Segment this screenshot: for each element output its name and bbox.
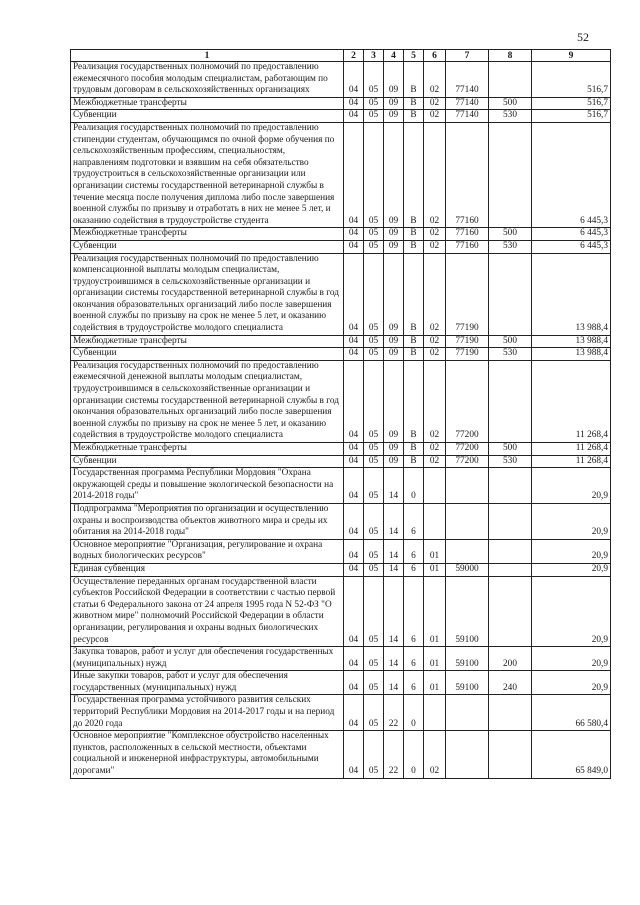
code-col-7: 77140 (446, 110, 489, 123)
code-col-7: 77160 (446, 228, 489, 241)
code-col-2: 04 (344, 348, 364, 361)
code-col-8 (489, 563, 532, 576)
code-col-8: 500 (489, 228, 532, 241)
code-col-7: 77160 (446, 240, 489, 253)
code-col-4: 09 (384, 228, 404, 241)
code-col-8 (489, 539, 532, 563)
code-col-3: 05 (364, 360, 384, 442)
table-row (71, 671, 611, 695)
code-col-7: 77190 (446, 335, 489, 348)
code-col-3: 05 (364, 695, 384, 731)
code-col-6: 02 (424, 97, 446, 110)
row-name: Реализация государственных полномочий по предоставлению ежемесячной денежной выплаты молодым специалистам, трудоустроившимся в сельскохозяйственные организации и организации системы государственной ветеринарной службы в год окончания образовательных организаций либо после завершения военной службы по призыву на срок не менее 5 лет, и оказанию содействия в трудоустройстве молодого специалиста (71, 360, 344, 442)
code-col-3: 05 (364, 468, 384, 504)
row-name: Государственная программа Республики Мордовия "Охрана окружающей среды и повышение экологической безопасности на 2014-2018 годы" (71, 468, 344, 504)
table-body (71, 62, 611, 779)
code-col-5: 6 (404, 503, 424, 539)
code-col-4: 14 (384, 671, 404, 695)
code-col-5: 0 (404, 731, 424, 778)
row-name: Реализация государственных полномочий по предоставлению компенсационной выплаты молодым специалистам, трудоустроившимся в сельскохозяйственные организации и организации системы государственной ветеринарной службы в год окончания образовательных организаций либо после завершения военной службы по призыву на срок не менее 5 лет, и оказанию содействия в трудоустройстве молодого специалиста (71, 253, 344, 335)
code-col-5: В (404, 253, 424, 335)
code-col-2: 04 (344, 110, 364, 123)
code-col-6 (424, 695, 446, 731)
code-col-2: 04 (344, 695, 364, 731)
row-name: Межбюджетные трансферты (71, 335, 344, 348)
code-col-2: 04 (344, 731, 364, 778)
table-row (71, 647, 611, 671)
code-col-7 (446, 695, 489, 731)
code-col-7 (446, 468, 489, 504)
budget-table (70, 49, 611, 779)
code-col-8 (489, 468, 532, 504)
code-col-7: 77140 (446, 62, 489, 98)
row-name: Государственная программа устойчивого развития сельских территорий Республики Мордовия на 2014-2017 годы и на период до 2020 года (71, 695, 344, 731)
code-col-8 (489, 576, 532, 647)
page-number: 52 (577, 30, 589, 44)
header-cell: 1 (71, 50, 344, 62)
row-name: Реализация государственных полномочий по предоставлению ежемесячного пособия молодым специалистам, работающим по трудовым договорам в сельскохозяйственных организациях (71, 62, 344, 98)
code-col-3: 05 (364, 62, 384, 98)
code-col-6: 02 (424, 228, 446, 241)
code-col-3: 05 (364, 503, 384, 539)
code-col-2: 04 (344, 97, 364, 110)
code-col-7: 59100 (446, 671, 489, 695)
row-amount: 20,9 (532, 576, 611, 647)
code-col-8 (489, 360, 532, 442)
code-col-5: В (404, 455, 424, 468)
code-col-7 (446, 731, 489, 778)
table-row (71, 468, 611, 504)
code-col-8: 500 (489, 335, 532, 348)
code-col-2: 04 (344, 671, 364, 695)
code-col-8: 240 (489, 671, 532, 695)
code-col-5: В (404, 110, 424, 123)
header-cell: 6 (424, 50, 446, 62)
code-col-4: 14 (384, 576, 404, 647)
code-col-3: 05 (364, 122, 384, 227)
code-col-7: 59000 (446, 563, 489, 576)
row-amount: 11 268,4 (532, 360, 611, 442)
code-col-8 (489, 122, 532, 227)
row-amount: 20,9 (532, 671, 611, 695)
code-col-4: 22 (384, 731, 404, 778)
row-amount: 13 988,4 (532, 253, 611, 335)
code-col-4: 09 (384, 97, 404, 110)
code-col-2: 04 (344, 360, 364, 442)
code-col-8: 500 (489, 97, 532, 110)
row-name: Подпрограмма "Мероприятия по организации и осуществлению охраны и воспроизводства объектов животного мира и среды их обитания на 2014-2018 годы" (71, 503, 344, 539)
code-col-3: 05 (364, 455, 384, 468)
row-name: Основное мероприятие "Организация, регулирование и охрана водных биологических ресурсов" (71, 539, 344, 563)
code-col-2: 04 (344, 563, 364, 576)
table-row (71, 576, 611, 647)
code-col-8: 530 (489, 240, 532, 253)
code-col-3: 05 (364, 253, 384, 335)
table-row (71, 731, 611, 778)
header-cell: 8 (489, 50, 532, 62)
code-col-5: 6 (404, 539, 424, 563)
code-col-6 (424, 503, 446, 539)
table-row (71, 335, 611, 348)
code-col-6: 02 (424, 62, 446, 98)
code-col-7 (446, 539, 489, 563)
row-name: Осуществление переданных органам государственной власти субъектов Российской Федерации в соответствии с частью первой статьи 6 Федерального закона от 24 апреля 1995 года N 52-ФЗ "О животном мире" полномочий Российской Федерации в области организации, регулирования и охраны водных биологических ресурсов (71, 576, 344, 647)
row-amount: 11 268,4 (532, 455, 611, 468)
code-col-2: 04 (344, 539, 364, 563)
code-col-5: В (404, 335, 424, 348)
row-amount: 20,9 (532, 468, 611, 504)
row-amount: 6 445,3 (532, 122, 611, 227)
row-amount: 20,9 (532, 539, 611, 563)
header-cell: 5 (404, 50, 424, 62)
code-col-2: 04 (344, 122, 364, 227)
row-amount: 516,7 (532, 97, 611, 110)
row-amount: 6 445,3 (532, 240, 611, 253)
code-col-2: 04 (344, 240, 364, 253)
row-amount: 20,9 (532, 563, 611, 576)
code-col-5: В (404, 443, 424, 456)
table-row (71, 360, 611, 442)
code-col-3: 05 (364, 228, 384, 241)
code-col-4: 09 (384, 110, 404, 123)
row-name: Закупка товаров, работ и услуг для обеспечения государственных (муниципальных) нужд (71, 647, 344, 671)
code-col-5: 6 (404, 647, 424, 671)
code-col-6: 01 (424, 539, 446, 563)
code-col-2: 04 (344, 576, 364, 647)
code-col-8 (489, 695, 532, 731)
row-amount: 13 988,4 (532, 348, 611, 361)
code-col-5: 0 (404, 695, 424, 731)
code-col-7: 77200 (446, 360, 489, 442)
code-col-5: 6 (404, 563, 424, 576)
table-row (71, 443, 611, 456)
code-col-4: 14 (384, 503, 404, 539)
code-col-4: 09 (384, 253, 404, 335)
code-col-6: 02 (424, 335, 446, 348)
row-amount: 20,9 (532, 503, 611, 539)
code-col-6: 02 (424, 443, 446, 456)
code-col-3: 05 (364, 671, 384, 695)
row-name: Иные закупки товаров, работ и услуг для обеспечения государственных (муниципальных) нужд (71, 671, 344, 695)
code-col-6: 01 (424, 576, 446, 647)
row-name: Субвенции (71, 240, 344, 253)
code-col-8 (489, 62, 532, 98)
table-row (71, 228, 611, 241)
code-col-5: 0 (404, 468, 424, 504)
code-col-3: 05 (364, 443, 384, 456)
row-amount: 13 988,4 (532, 335, 611, 348)
code-col-3: 05 (364, 110, 384, 123)
code-col-6: 02 (424, 348, 446, 361)
row-name: Межбюджетные трансферты (71, 443, 344, 456)
code-col-8 (489, 503, 532, 539)
table-row (71, 110, 611, 123)
code-col-3: 05 (364, 647, 384, 671)
code-col-6: 02 (424, 360, 446, 442)
table-row (71, 348, 611, 361)
code-col-8 (489, 731, 532, 778)
code-col-7 (446, 503, 489, 539)
code-col-5: В (404, 97, 424, 110)
code-col-7: 77140 (446, 97, 489, 110)
table-row (71, 563, 611, 576)
code-col-8: 500 (489, 443, 532, 456)
table-row (71, 97, 611, 110)
table-row (71, 503, 611, 539)
row-amount: 516,7 (532, 110, 611, 123)
code-col-3: 05 (364, 576, 384, 647)
row-name: Субвенции (71, 110, 344, 123)
code-col-7: 59100 (446, 576, 489, 647)
code-col-4: 09 (384, 335, 404, 348)
code-col-2: 04 (344, 503, 364, 539)
code-col-4: 14 (384, 647, 404, 671)
code-col-6 (424, 468, 446, 504)
code-col-3: 05 (364, 97, 384, 110)
header-cell: 9 (532, 50, 611, 62)
header-cell: 4 (384, 50, 404, 62)
code-col-6: 02 (424, 240, 446, 253)
code-col-7: 77190 (446, 253, 489, 335)
code-col-3: 05 (364, 563, 384, 576)
code-col-6: 01 (424, 563, 446, 576)
code-col-7: 59100 (446, 647, 489, 671)
code-col-3: 05 (364, 539, 384, 563)
row-amount: 65 849,0 (532, 731, 611, 778)
row-name: Межбюджетные трансферты (71, 97, 344, 110)
code-col-6: 01 (424, 647, 446, 671)
code-col-4: 09 (384, 62, 404, 98)
code-col-7: 77200 (446, 443, 489, 456)
code-col-5: В (404, 122, 424, 227)
row-amount: 6 445,3 (532, 228, 611, 241)
code-col-3: 05 (364, 348, 384, 361)
code-col-4: 14 (384, 539, 404, 563)
code-col-2: 04 (344, 253, 364, 335)
row-name: Единая субвенция (71, 563, 344, 576)
code-col-4: 09 (384, 240, 404, 253)
row-name: Межбюджетные трансферты (71, 228, 344, 241)
code-col-8: 530 (489, 455, 532, 468)
code-col-6: 02 (424, 110, 446, 123)
row-amount: 20,9 (532, 647, 611, 671)
code-col-8: 530 (489, 110, 532, 123)
code-col-2: 04 (344, 468, 364, 504)
row-name: Основное мероприятие "Комплексное обустройство населенных пунктов, расположенных в сельской местности, объектами социальной и инженерной инфраструктуры, автомобильными дорогами" (71, 731, 344, 778)
code-col-4: 09 (384, 360, 404, 442)
code-col-2: 04 (344, 443, 364, 456)
header-cell: 7 (446, 50, 489, 62)
code-col-4: 09 (384, 443, 404, 456)
code-col-6: 01 (424, 671, 446, 695)
code-col-8: 200 (489, 647, 532, 671)
code-col-5: В (404, 228, 424, 241)
code-col-5: В (404, 348, 424, 361)
row-amount: 11 268,4 (532, 443, 611, 456)
code-col-7: 77160 (446, 122, 489, 227)
code-col-7: 77200 (446, 455, 489, 468)
code-col-2: 04 (344, 647, 364, 671)
code-col-5: 6 (404, 576, 424, 647)
code-col-4: 22 (384, 695, 404, 731)
code-col-3: 05 (364, 731, 384, 778)
code-col-2: 04 (344, 455, 364, 468)
header-cell: 3 (364, 50, 384, 62)
code-col-5: В (404, 360, 424, 442)
code-col-6: 02 (424, 731, 446, 778)
code-col-4: 09 (384, 348, 404, 361)
table-row (71, 695, 611, 731)
table-row (71, 240, 611, 253)
code-col-6: 02 (424, 122, 446, 227)
code-col-2: 04 (344, 335, 364, 348)
table-row (71, 539, 611, 563)
code-col-5: В (404, 240, 424, 253)
row-amount: 516,7 (532, 62, 611, 98)
code-col-3: 05 (364, 240, 384, 253)
table-row (71, 253, 611, 335)
code-col-4: 14 (384, 563, 404, 576)
code-col-3: 05 (364, 335, 384, 348)
code-col-5: 6 (404, 671, 424, 695)
code-col-5: В (404, 62, 424, 98)
code-col-6: 02 (424, 253, 446, 335)
code-col-4: 14 (384, 468, 404, 504)
table-row (71, 122, 611, 227)
row-name: Реализация государственных полномочий по предоставлению стипендии студентам, обучающимся по очной форме обучения по сельскохозяйственным профессиям, специальностям, направлениям подготовки и взявшим на себя обязательство трудоустроиться в сельскохозяйственные организации или организации системы государственной ветеринарной службы в течение месяца после получения диплома либо после завершения военной службы по призыву и отработать в них не менее 5 лет, и оказанию содействия в трудоустройстве студента (71, 122, 344, 227)
header-cell: 2 (344, 50, 364, 62)
code-col-2: 04 (344, 228, 364, 241)
table-row (71, 455, 611, 468)
row-amount: 66 580,4 (532, 695, 611, 731)
code-col-2: 04 (344, 62, 364, 98)
table-row (71, 62, 611, 98)
row-name: Субвенции (71, 455, 344, 468)
code-col-4: 09 (384, 455, 404, 468)
row-name: Субвенции (71, 348, 344, 361)
code-col-8 (489, 253, 532, 335)
code-col-4: 09 (384, 122, 404, 227)
code-col-8: 530 (489, 348, 532, 361)
table-header-row (71, 50, 611, 62)
code-col-6: 02 (424, 455, 446, 468)
code-col-7: 77190 (446, 348, 489, 361)
